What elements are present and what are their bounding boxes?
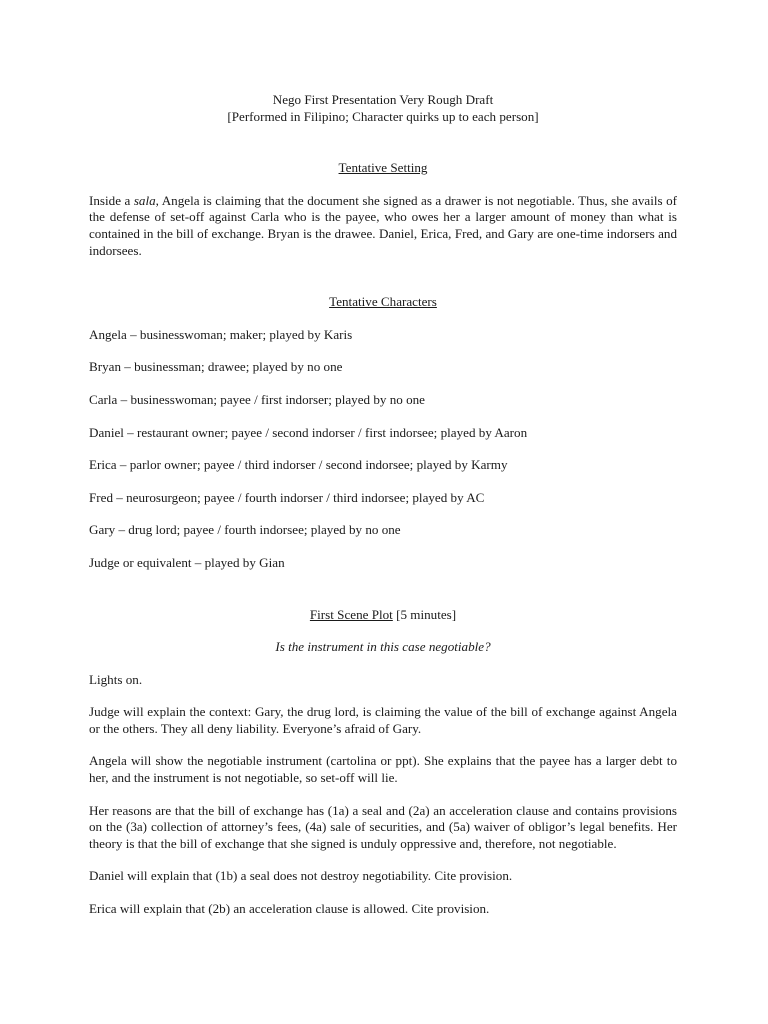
setting-text-after: , Angela is claiming that the document she signed as a drawer is not negotiable. Thus, she avails of the defense of set-off against Carla who is the payee, who owes her a larger amount of money than what is contained in the bill of exchange. Bryan is the drawee. Daniel, Erica, Fred, and Gary are one-time indorsers and indorsees. [89, 192, 678, 258]
list-item: Carla – businesswoman; payee / first indorser; played by no one [89, 391, 425, 407]
scene-paragraph: Her reasons are that the bill of exchange has (1a) a seal and (2a) an acceleration clause and contains provisions on the (3a) collection of attorney’s fees, (4a) sale of securities, and (5a) waiver of obligor’s legal benefits. Her theory is that the bill of exchange that she signed is unduly oppressive and, therefore, not negotiable. [89, 802, 677, 851]
setting-heading [89, 160, 677, 177]
list-item: Erica – parlor owner; payee / third indorser / second indorsee; played by Karmy [89, 457, 508, 473]
list-item: Daniel – restaurant owner; payee / second indorser / first indorsee; played by Aaron [89, 424, 528, 440]
list-item: Fred – neurosurgeon; payee / fourth indorser / third indorsee; played by AC [89, 489, 485, 505]
setting-paragraph [89, 193, 677, 259]
list-item: Angela – businesswoman; maker; played by Karis [89, 326, 353, 342]
characters-heading [89, 294, 677, 311]
scene-heading [89, 607, 677, 624]
setting-heading-text: Tentative Setting [338, 160, 428, 176]
list-item: Judge or equivalent – played by Gian [89, 554, 285, 570]
scene-paragraph: Angela will show the negotiable instrument (cartolina or ppt). She explains that the payee has a larger debt to her, and the instrument is not negotiable, so set-off will lie. [89, 753, 677, 786]
scene-paragraph: Lights on. [89, 671, 143, 687]
scene-question: Is the instrument in this case negotiable? [275, 639, 491, 655]
scene-paragraph: Daniel will explain that (1b) a seal does not destroy negotiability. Cite provision. [89, 868, 513, 884]
setting-text-italic: sala [133, 192, 156, 208]
document-page [89, 92, 677, 918]
characters-heading-text: Tentative Characters [329, 294, 437, 310]
characters-list [89, 327, 677, 572]
setting-text-before: Inside a [89, 192, 134, 208]
list-item: Bryan – businessman; drawee; played by no one [89, 359, 343, 375]
document-subtitle: [Performed in Filipino; Character quirks up to each person] [227, 108, 539, 124]
list-item: Gary – drug lord; payee / fourth indorsee; played by no one [89, 522, 401, 538]
scene-heading-underlined: First Scene Plot [309, 606, 393, 622]
scene-paragraph: Erica will explain that (2b) an acceleration clause is allowed. Cite provision. [89, 901, 490, 917]
scene-heading-rest: [5 minutes] [392, 606, 457, 622]
scene-paragraph: Judge will explain the context: Gary, the drug lord, is claiming the value of the bill of exchange against Angela or the others. They all deny liability. Everyone’s afraid of Gary. [89, 704, 677, 736]
document-title: Nego First Presentation Very Rough Draft [272, 92, 494, 107]
